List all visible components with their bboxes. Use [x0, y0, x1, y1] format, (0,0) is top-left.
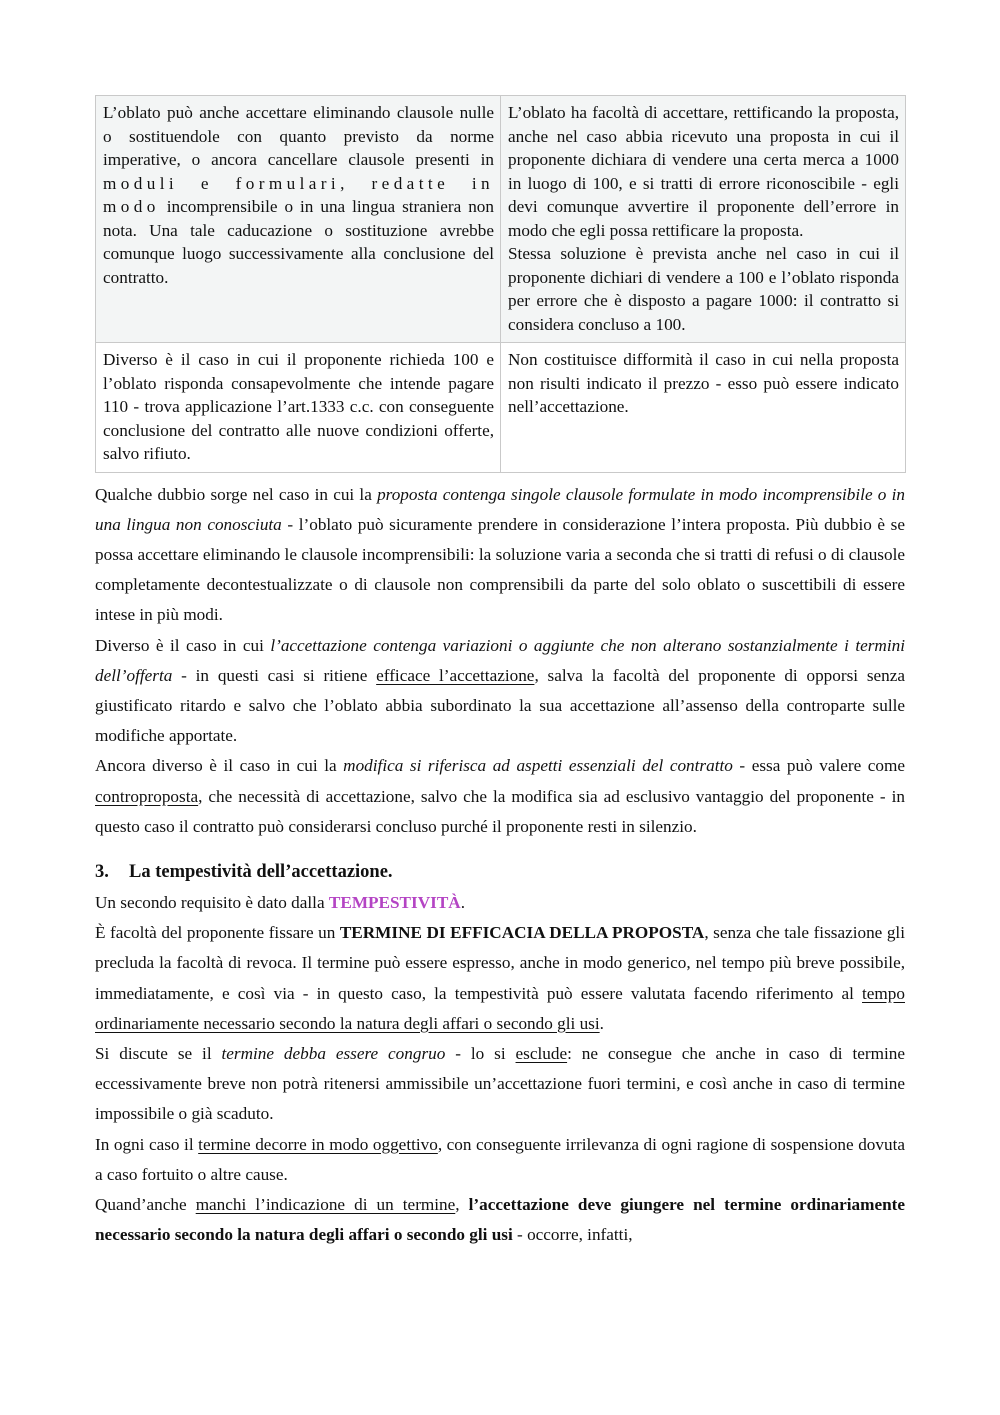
bold-text: l’accettazione deve giungere nel termine ordinariamente necessario secondo la natura degli affari o secondo gli usi	[95, 1194, 905, 1245]
comparison-table	[95, 95, 906, 473]
highlighted-term: TEMPESTIVITÀ	[328, 892, 461, 912]
text-run: In ogni caso il	[95, 1134, 199, 1154]
cell-text: L’oblato può anche accettare eliminando clausole nulle o sostituendole con quanto previsto da norme imperative, o ancora cancellare clausole presenti in	[103, 103, 494, 169]
table-cell	[501, 96, 906, 343]
cell-paragraph: L’oblato ha facoltà di accettare, rettificando la proposta, anche nel caso abbia ricevuto una proposta in cui il proponente dichiara di vendere una certa merca a 1000 in luogo di 100, e si tratti di errore riconoscibile - egli devi comunque avvertire il proponente dell’errore in modo che egli possa rettificare la proposta.	[508, 103, 899, 240]
text-run: Qualche dubbio sorge nel caso in cui la	[95, 484, 378, 504]
text-run: ,	[455, 1194, 469, 1214]
table-cell: Diverso è il caso in cui il proponente richieda 100 e l’oblato risponda consapevolmente che intende pagare 110 - trova applicazione l’art.1333 c.c. con conseguente conclusione del contratto alle nuove condizioni offerte, salvo rifiuto.	[96, 343, 501, 473]
text-run: Ancora diverso è il caso in cui la	[95, 756, 344, 776]
italic-text: modifica si riferisca ad aspetti essenziali del contratto	[343, 756, 733, 776]
paragraph	[95, 751, 905, 842]
italic-text: l’accettazione contenga variazioni o aggiunte che non alterano sostanzialmente i termini dell’offerta	[95, 635, 905, 685]
document-page	[95, 95, 905, 1250]
body-text	[95, 480, 905, 1251]
paragraph	[95, 631, 905, 752]
section-number: 3.	[95, 861, 109, 882]
text-run: - lo si	[445, 1043, 516, 1063]
text-run: , senza che tale fissazione gli precluda la facoltà di revoca. Il termine può essere espresso, anche in modo generico, nel tempo più breve possibile, immediatamente, e così via - in questo caso, la tempestività può essere valutata facendo riferimento al	[95, 923, 905, 1003]
text-run: - occorre, infatti,	[512, 1225, 633, 1245]
cell-text-spaced: moduli e formulari, redatte in modo	[103, 173, 494, 216]
text-run: , che necessità di accettazione, salvo che la modifica sia ad esclusivo vantaggio del proponente - in questo caso il contratto può considerarsi concluso purché il proponente resti in silenzio.	[95, 786, 905, 836]
text-run: : ne consegue che anche in caso di termine eccessivamente breve non potrà ritenersi ammissibile un’accettazione fuori termini, e così anche in caso di termine impossibile o già scaduto.	[95, 1043, 905, 1124]
section-title: La tempestività dell’accettazione.	[129, 861, 393, 882]
cell-paragraph: Stessa soluzione è prevista anche nel caso in cui il proponente dichiari di vendere a 100 e l’oblato risponda per errore che è disposto a pagare 1000: il contratto si considera concluso a 100.	[508, 244, 899, 334]
table-cell: Non costituisce difformità il caso in cui nella proposta non risulti indicato il prezzo - esso può essere indicato nell’accettazione.	[501, 343, 906, 473]
underlined-text: controproposta	[95, 786, 199, 806]
text-run: .	[599, 1013, 604, 1033]
table-row	[96, 96, 906, 343]
paragraph	[95, 1039, 905, 1130]
text-run: Un secondo requisito è dato dalla	[95, 892, 329, 912]
paragraph	[95, 918, 905, 1039]
paragraph	[95, 1190, 905, 1250]
paragraph	[95, 888, 905, 918]
underlined-text: termine decorre in modo oggettivo	[198, 1134, 438, 1154]
underlined-text: manchi l’indicazione di un termine	[195, 1194, 456, 1214]
underlined-text: esclude	[515, 1043, 568, 1063]
italic-text: proposta contenga singole clausole formulate in modo incomprensibile o in una lingua non conosciuta	[95, 484, 905, 534]
paragraph	[95, 1130, 905, 1190]
text-run: Diverso è il caso in cui	[95, 635, 271, 655]
underlined-text: tempo ordinariamente necessario secondo la natura degli affari o secondo gli usi	[95, 983, 905, 1033]
text-run: Si discute se il	[95, 1043, 222, 1063]
italic-text: termine debba essere congruo	[221, 1043, 446, 1063]
text-run: Quand’anche	[95, 1194, 196, 1214]
paragraph	[95, 480, 905, 631]
text-run: - essa può valere come	[732, 756, 905, 776]
text-run: - in questi casi si ritiene	[172, 665, 377, 685]
underlined-text: efficace l’accettazione	[376, 665, 535, 685]
section-heading	[95, 856, 905, 888]
bold-text: TERMINE DI EFFICACIA DELLA PROPOSTA	[339, 923, 705, 943]
text-run: .	[460, 892, 465, 912]
cell-text: incomprensibile o in una lingua straniera non nota. Una tale caducazione o sostituzione avrebbe comunque luogo successivamente alla conclusione del contratto.	[103, 197, 494, 287]
text-run: , salva la facoltà del proponente di opporsi senza giustificato ritardo e salvo che l’oblato abbia subordinato la sua accettazione all’assenso della controparte sulle modifiche apportate.	[95, 665, 906, 746]
text-run: - l’oblato può sicuramente prendere in considerazione l’intera proposta. Più dubbio è se possa accettare eliminando le clausole incomprensibili: la soluzione varia a seconda che si tratti di refusi o di clausole completamente decontestualizzate o di clausole non comprensibili da parte del solo oblato o suscettibili di essere intese in più modi.	[95, 514, 905, 625]
table-cell	[96, 96, 501, 343]
text-run: , con conseguente irrilevanza di ogni ragione di sospensione dovuta a caso fortuito o altre cause.	[95, 1134, 905, 1184]
text-run: È facoltà del proponente fissare un	[95, 923, 340, 943]
table-row	[96, 343, 906, 473]
